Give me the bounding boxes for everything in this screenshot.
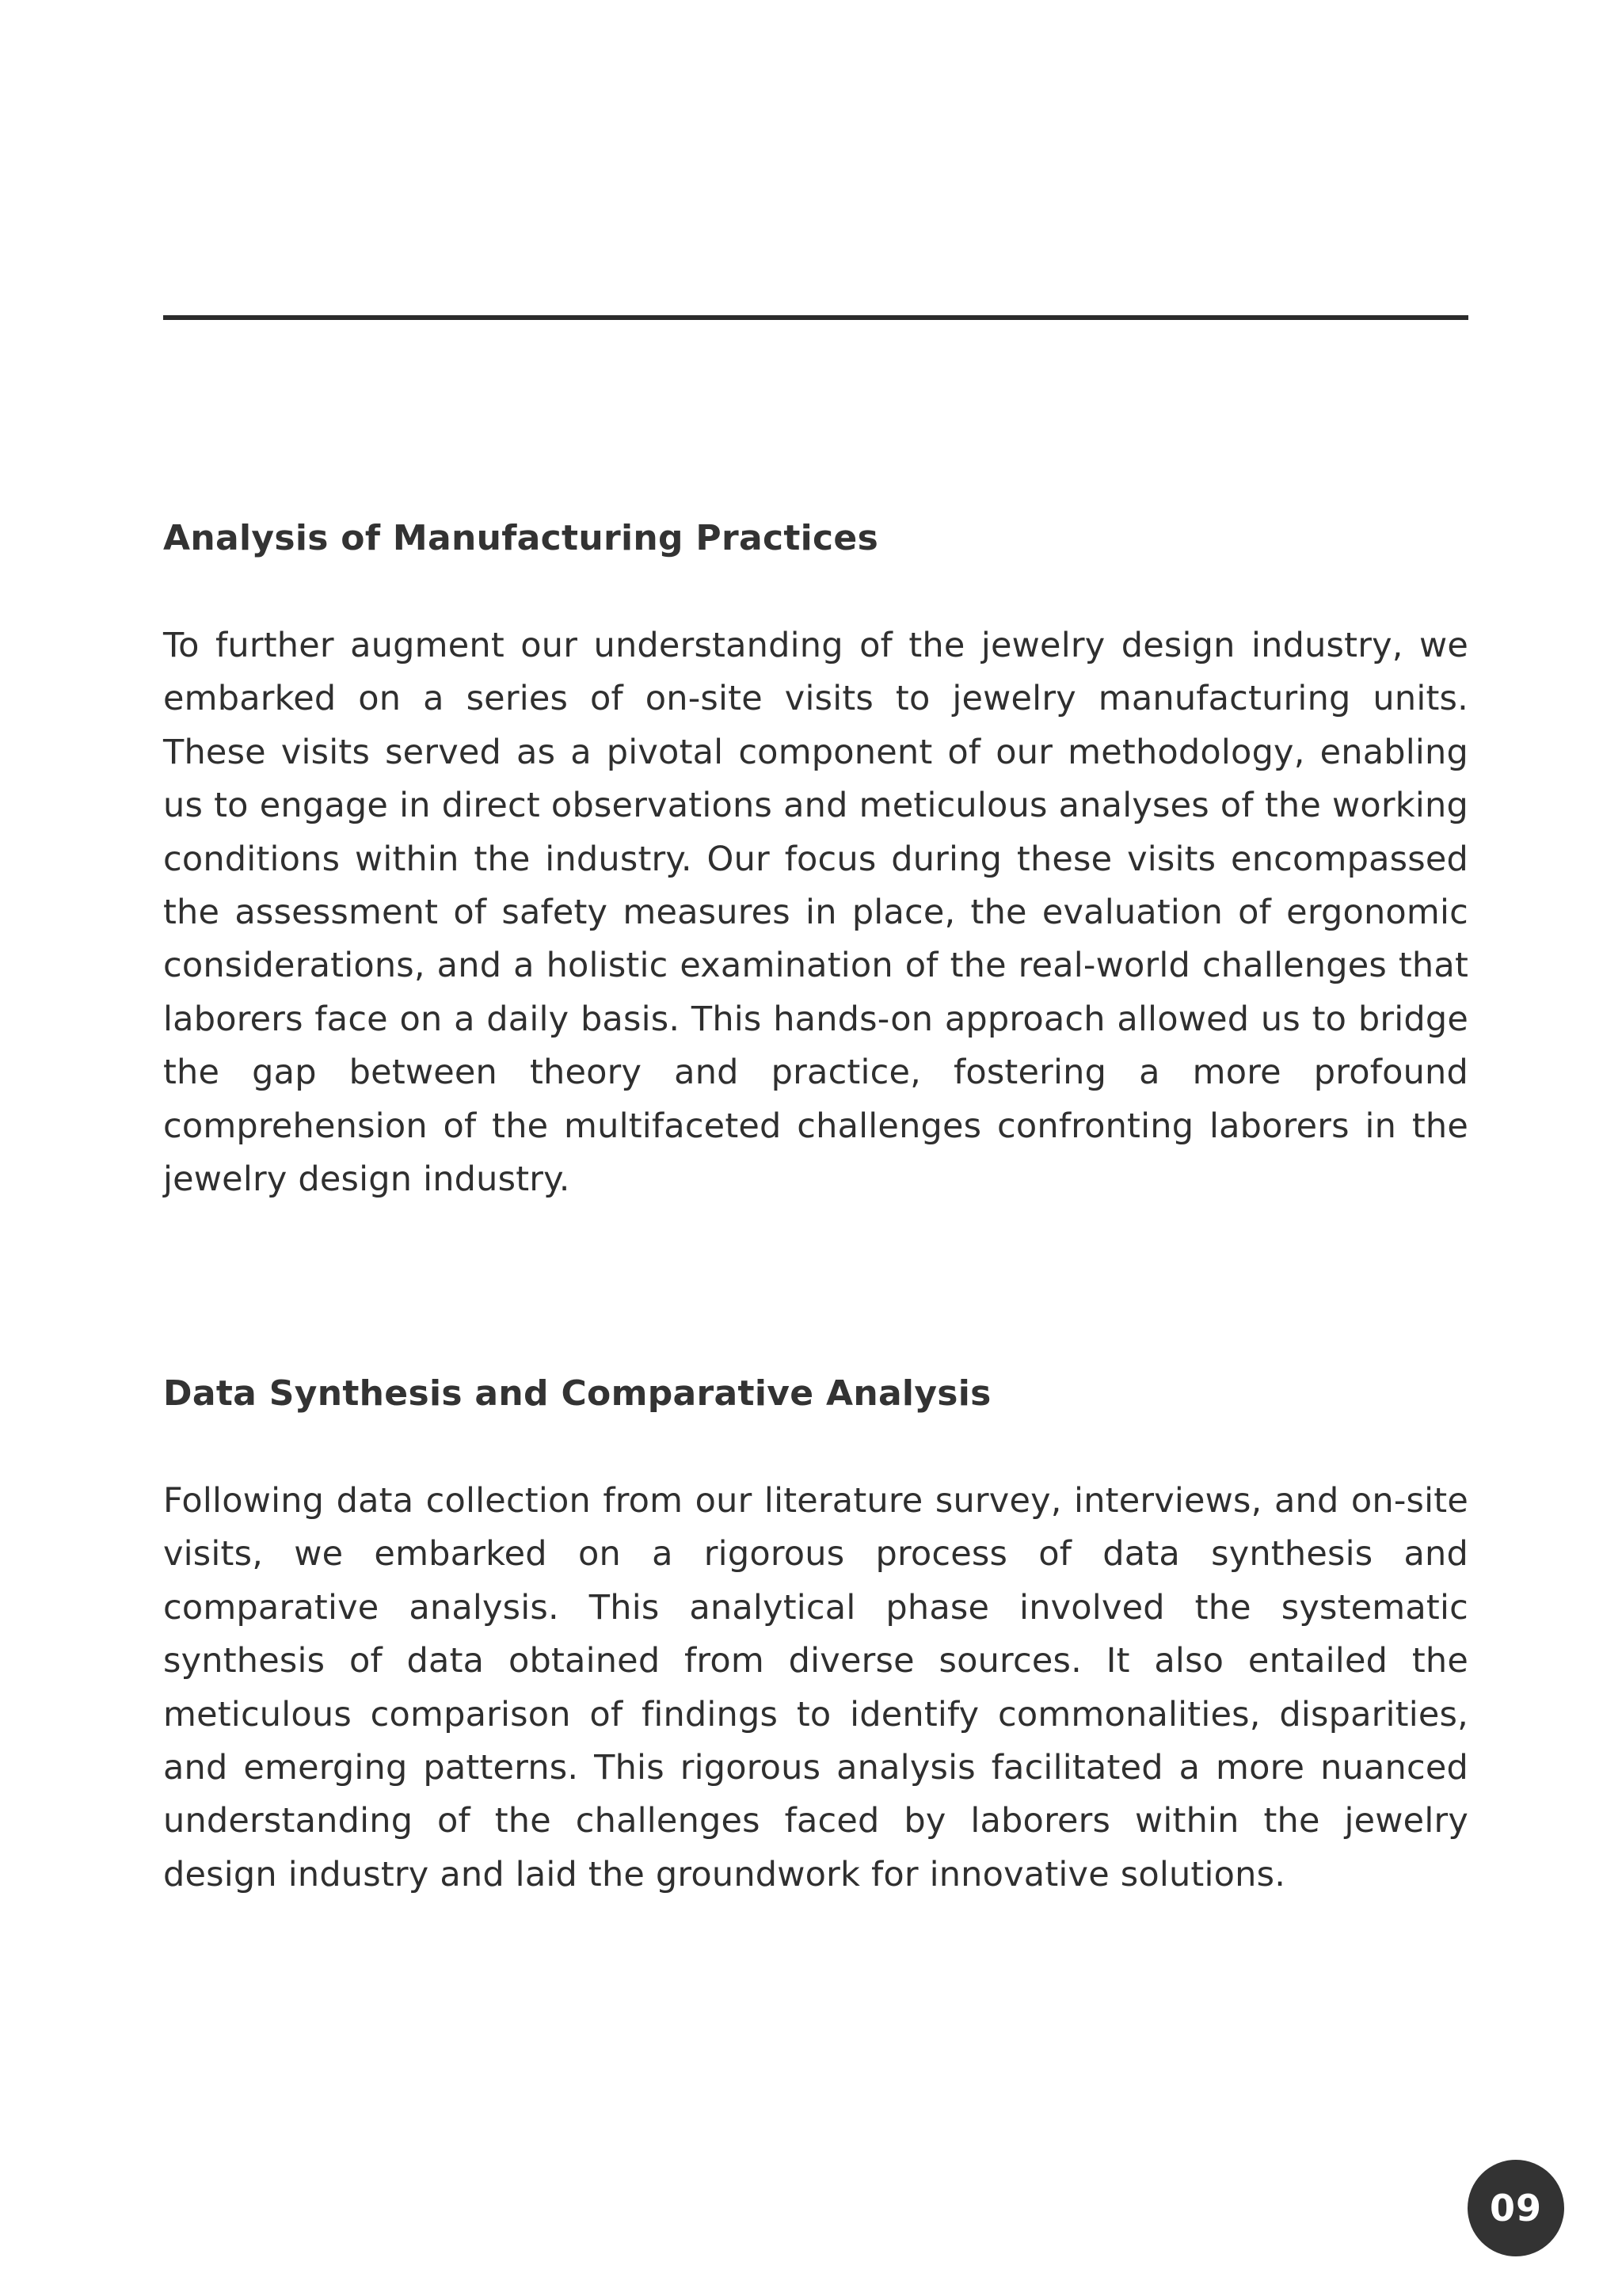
section-paragraph: Following data collection from our literature survey, interviews, and on-site visits, we embarked on a rigorous process of data synthesis and comparative analysis. This analytical phase involved the systematic synthesis of data obtained from diverse sources. It also entailed the meticulous comparison of findings to identify commonalities, disparities, and emerging patterns. This rigorous analysis facilitated a more nuanced understanding of the challenges faced by laborers within the jewelry design industry and laid the groundwork for innovative solutions.	[163, 1481, 1468, 1894]
section-paragraph: To further augment our understanding of the jewelry design industry, we embarked on a series of on-site visits to jewelry manufacturing units. These visits served as a pivotal component of our methodology, enabling us to engage in direct observations and meticulous analyses of the working conditions within the industry. Our focus during these visits encompassed the assessment of safety measures in place, the evaluation of ergonomic considerations, and a holistic examination of the real-world challenges that laborers face on a daily basis. This hands-on approach allowed us to bridge the gap between theory and practice, fostering a more profound comprehension of the multifaceted challenges confronting laborers in the jewelry design industry.	[163, 626, 1468, 1200]
section-manufacturing-practices	[163, 515, 1468, 1206]
section-data-synthesis	[163, 1370, 1468, 1902]
section-heading: Analysis of Manufacturing Practices	[163, 518, 879, 558]
section-heading: Data Synthesis and Comparative Analysis	[163, 1373, 992, 1414]
top-divider-rule	[163, 315, 1468, 320]
page-number-badge: 09	[1468, 2160, 1564, 2256]
